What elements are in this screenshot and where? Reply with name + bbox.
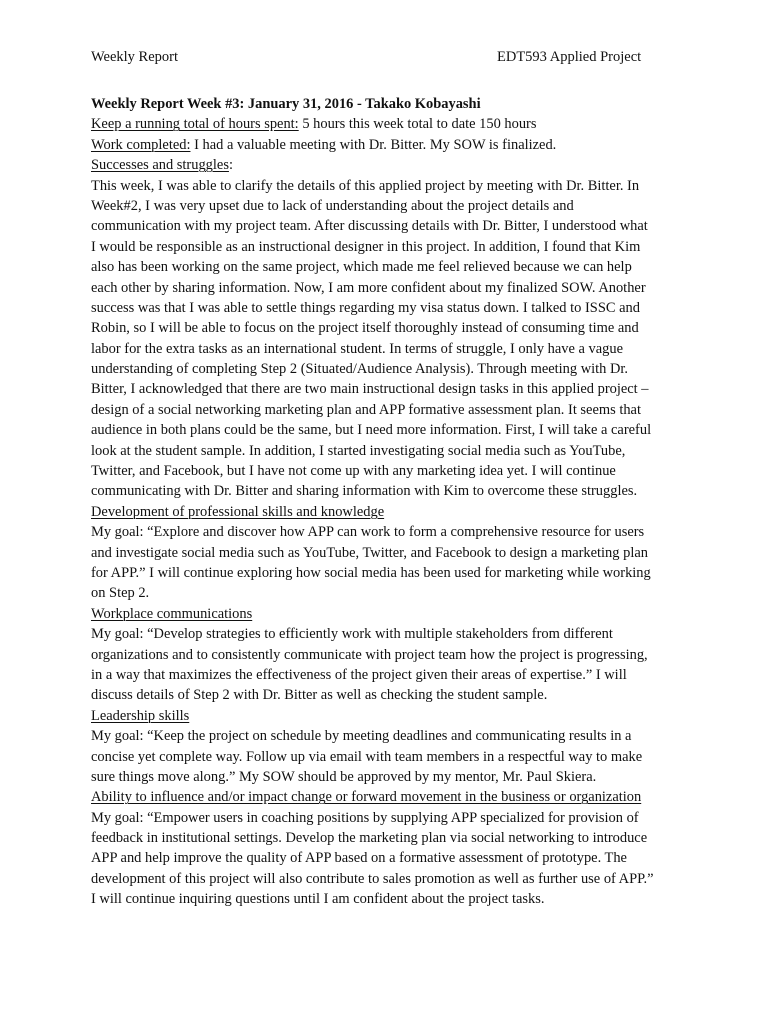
section-heading-label: Development of professional skills and knowledge — [91, 503, 385, 520]
work-completed-label: Work completed: — [91, 136, 191, 153]
section-text-line: understanding of completing Step 2 (Situated/Audience Analysis). Through meeting with Dr. — [91, 361, 629, 378]
section-text-line: organizations and to consistently communicate with project team how the project is progressing, — [91, 646, 648, 663]
section-text-line: discuss details of Step 2 with Dr. Bitter as well as checking the student sample. — [91, 687, 548, 704]
section-text-line: on Step 2. — [91, 585, 150, 602]
hours-label: Keep a running total of hours spent: — [91, 116, 299, 133]
section-text-line: Bitter, I acknowledged that there are two main instructional design tasks in this applied project – — [91, 381, 649, 398]
section-text-line: My goal: “Keep the project on schedule by meeting deadlines and communicating results in a — [91, 728, 632, 745]
section-text-line: My goal: “Explore and discover how APP can work to form a comprehensive resource for users — [91, 524, 645, 541]
section-text-line: feedback in institutional settings. Develop the marketing plan via social networking to introduce — [91, 830, 648, 847]
hours-value: 5 hours this week total to date 150 hours — [298, 116, 537, 133]
section-text-line: each other by sharing information. Now, I am more confident about my finalized SOW. Another — [91, 279, 646, 296]
section-heading — [91, 155, 679, 175]
section-text-line: Twitter, and Facebook, but I have not come up with any marketing idea yet. I will continue — [91, 463, 616, 480]
report-sections — [91, 155, 679, 909]
section-text-line: My goal: “Develop strategies to efficiently work with multiple stakeholders from different — [91, 626, 613, 643]
work-completed-value: I had a valuable meeting with Dr. Bitter. My SOW is finalized. — [190, 136, 557, 153]
section-heading-label: Successes and struggles — [91, 157, 229, 174]
section-text-line: APP and help improve the quality of APP based on a formative assessment of prototype. The — [91, 850, 627, 867]
report-body — [91, 94, 679, 910]
section-text-line: communicating with Dr. Bitter and sharing information with Kim to overcome these struggles. — [91, 483, 638, 500]
section-heading — [91, 706, 679, 726]
section-text-line: audience in both plans could be the same, but I need more information. First, I will take a careful — [91, 422, 652, 439]
section-text-line: development of this project will also contribute to sales promotion as well as further use of APP.” — [91, 870, 654, 887]
section-text-line: design of a social networking marketing plan and APP formative assessment plan. It seems that — [91, 401, 641, 418]
section-text-line: labor for the extra tasks as an international student. In terms of struggle, I only have a vague — [91, 340, 624, 357]
section-text-line: This week, I was able to clarify the details of this applied project by meeting with Dr. Bitter. In — [91, 177, 640, 194]
section-text-line: look at the student sample. In addition, I started investigating social media such as YouTube, — [91, 442, 626, 459]
section-heading — [91, 787, 679, 807]
hours-line — [91, 114, 679, 134]
section-text-line: I would be responsible as an instructional designer in this project. In addition, I found that Kim — [91, 238, 641, 255]
section-heading-label: Ability to influence and/or impact change or forward movement in the business or organization — [91, 789, 642, 806]
section-text-line: communication with my project team. After discussing details with Dr. Bitter, I understood what — [91, 218, 648, 235]
section-heading-suffix: : — [228, 157, 233, 174]
section-text-line: sure things move along.” My SOW should be approved by my mentor, Mr. Paul Skiera. — [91, 768, 597, 785]
report-title: Weekly Report Week #3: January 31, 2016 - Takako Kobayashi — [91, 96, 481, 112]
section-text-line: and investigate social media such as YouTube, Twitter, and Facebook to design a marketing plan — [91, 544, 648, 561]
section-heading-label: Leadership skills — [91, 707, 190, 724]
section-text-line: success was that I was able to settle things regarding my visa status down. I talked to ISSC and — [91, 299, 640, 316]
work-completed-line — [91, 135, 679, 155]
section-text-line: in a way that maximizes the effectiveness of the project given their areas of expertise.” I will — [91, 666, 627, 683]
section-text-line: concise yet complete way. Follow up via email with team members in a respectful way to make — [91, 748, 643, 765]
section-heading-label: Workplace communications — [91, 605, 253, 622]
section-text-line: Robin, so I will be able to focus on the project itself thoroughly instead of consuming time and — [91, 320, 639, 337]
header-right-text: EDT593 Applied Project — [497, 49, 642, 65]
section-text-line: My goal: “Empower users in coaching positions by supplying APP specialized for provision of — [91, 809, 639, 826]
section-heading — [91, 502, 679, 522]
section-heading — [91, 604, 679, 624]
header-left-text: Weekly Report — [91, 49, 179, 65]
section-text-line: also has been working on the same project, which made me feel relieved because we can help — [91, 259, 632, 276]
section-text-line: Week#2, I was very upset due to lack of understanding about the project details and — [91, 197, 574, 214]
section-text-line: I will continue inquiring questions until I am confident about the project tasks. — [91, 891, 545, 908]
section-text-line: for APP.” I will continue exploring how social media has been used for marketing while working — [91, 564, 651, 581]
running-header — [91, 47, 768, 67]
